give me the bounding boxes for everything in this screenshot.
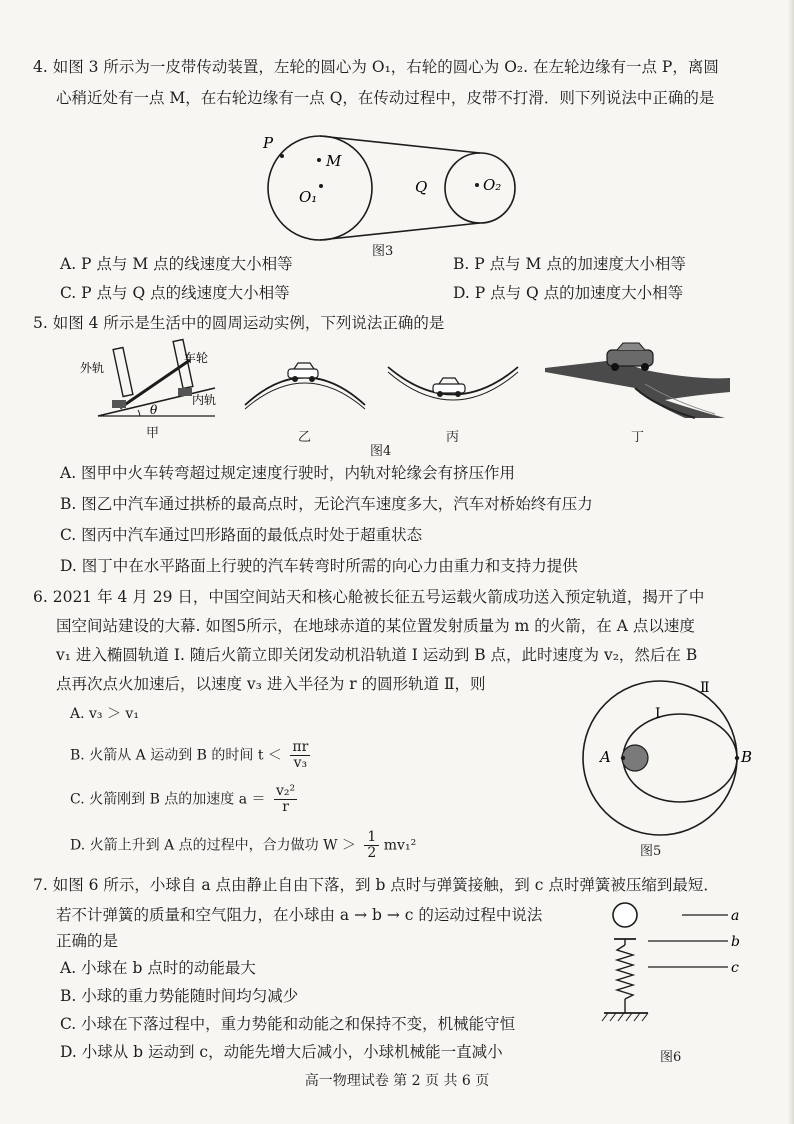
q6-option-c [70,784,297,815]
figure-6-caption: 图6 [660,1050,682,1065]
q5-option-c: C. 图丙中汽车通过凹形路面的最低点时处于超重状态 [60,526,423,544]
fig5-label-orbit-I: I [655,706,661,722]
fig4-wheel-label: 车轮 [184,351,209,365]
q7-option-c: C. 小球在下落过程中，重力势能和动能之和保持不变，机械能守恒 [60,1015,516,1033]
figure-4-ding-turning-car [545,340,735,420]
fig3-label-Q: Q [415,178,428,196]
q6-option-d-fraction [364,830,379,861]
q7-option-a: A. 小球在 b 点时的动能最大 [60,959,256,977]
q6-option-b-numerator: πr [292,739,309,755]
q6-option-c-numerator: v₂² [276,783,296,799]
q7-option-d: D. 小球从 b 运动到 c，动能先增大后减小，小球机械能一直减小 [60,1043,503,1061]
q4-option-c: C. P 点与 Q 点的线速度大小相等 [60,284,290,302]
q6-option-d-numerator: 1 [364,830,379,846]
figure-5-caption: 图5 [640,844,662,859]
fig3-label-O1: O₁ [299,188,318,206]
figure-4-jia-train-track [80,338,230,433]
fig4-outer-rail-label: 外轨 [80,361,105,375]
fig4-label-jia: 甲 [146,426,160,441]
page-footer: 高一物理试卷 第 2 页 共 6 页 [304,1073,490,1089]
q4-option-b: B. P 点与 M 点的加速度大小相等 [453,255,686,273]
q6-option-b-denominator: v₃ [293,755,308,771]
q6-option-b-text: B. 火箭从 A 运动到 B 的时间 t ＜ [70,747,282,764]
q5-option-b: B. 图乙中汽车通过拱桥的最高点时，无论汽车速度多大，汽车对桥始终有压力 [60,495,593,513]
q6-stem-line4: 点再次点火加速后，以速度 v₃ 进入半径为 r 的圆形轨道 Ⅱ，则 [56,675,486,693]
fig5-label-B: B [741,748,753,766]
q6-option-d-suffix: mv₁² [383,837,417,854]
q7-stem-line2: 若不计弹簧的质量和空气阻力，在小球由 a → b → c 的运动过程中说法 [56,906,543,924]
q4-stem-line2: 心稍近处有一点 M，在右轮边缘有一点 Q，在传动过程中，皮带不打滑．则下列说法中正确的是 [56,89,715,107]
q7-stem-line1: 7. 如图 6 所示，小球自 a 点由静止自由下落，到 b 点时与弹簧接触，到 c 点时弹簧被压缩到最短． [33,876,719,894]
figure-5-orbits [555,678,755,838]
fig5-label-orbit-II: Ⅱ [700,680,710,696]
figure-4-yi-arch-bridge [240,355,370,415]
q4-option-d: D. P 点与 Q 点的加速度大小相等 [453,284,684,302]
fig3-label-O2: O₂ [483,176,502,194]
q4-option-a: A. P 点与 M 点的线速度大小相等 [60,255,293,273]
q6-option-d-text: D. 火箭上升到 A 点的过程中，合力做功 W ＞ [70,837,356,854]
figure-4-caption: 图4 [370,444,392,459]
fig3-label-M: M [326,152,342,170]
figure-4-bing-concave-road [383,362,523,412]
q6-option-a: A. v₃ ＞ v₁ [70,706,139,722]
fig6-label-c: c [731,960,739,976]
fig4-theta: θ [150,403,158,417]
fig3-label-P: P [263,134,274,152]
q6-option-c-text: C. 火箭刚到 B 点的加速度 a ＝ [70,791,266,808]
q6-stem-line2: 国空间站建设的大幕. 如图5所示，在地球赤道的某位置发射质量为 m 的火箭，在 A 点以速度 [56,617,695,635]
page-edge-shadow [788,0,794,1124]
fig6-label-b: b [731,934,740,950]
q6-stem-line1: 6. 2021 年 4 月 29 日，中国空间站天和核心舱被长征五号运载火箭成功送入预定轨道，揭开了中 [33,588,705,606]
q5-stem: 5. 如图 4 所示是生活中的圆周运动实例，下列说法正确的是 [33,314,445,332]
fig4-inner-rail-label: 内轨 [192,393,217,407]
fig5-label-A: A [600,748,611,766]
q6-option-c-denominator: r [282,799,289,815]
q6-option-d-denominator: 2 [367,845,377,861]
figure-6-ball-spring [600,895,750,1035]
q6-option-b-fraction [290,740,310,771]
fig4-label-ding: 丁 [631,430,645,445]
figure-3-caption: 图3 [372,244,394,259]
figure-3-belt-drive [255,128,545,258]
q6-stem-line3: v₁ 进入椭圆轨道 I. 随后火箭立即关闭发动机沿轨道 I 运动到 B 点，此时速度为 v₂，然后在 B [56,646,698,664]
q7-stem-line3: 正确的是 [56,932,119,950]
q5-option-d: D. 图丁中在水平路面上行驶的汽车转弯时所需的向心力由重力和支持力提供 [60,557,578,575]
q5-option-a: A. 图甲中火车转弯超过规定速度行驶时，内轨对轮缘会有挤压作用 [60,464,516,482]
q4-stem-line1: 4. 如图 3 所示为一皮带传动装置，左轮的圆心为 O₁，右轮的圆心为 O₂. 在左轮边缘有一点 P，离圆 [33,58,719,76]
fig4-label-bing: 丙 [446,430,460,445]
fig4-label-yi: 乙 [298,430,312,445]
fig6-label-a: a [731,908,740,924]
q6-option-b [70,740,310,771]
q6-option-c-fraction [274,784,297,815]
q7-option-b: B. 小球的重力势能随时间均匀减少 [60,987,299,1005]
q6-option-d [70,830,416,861]
